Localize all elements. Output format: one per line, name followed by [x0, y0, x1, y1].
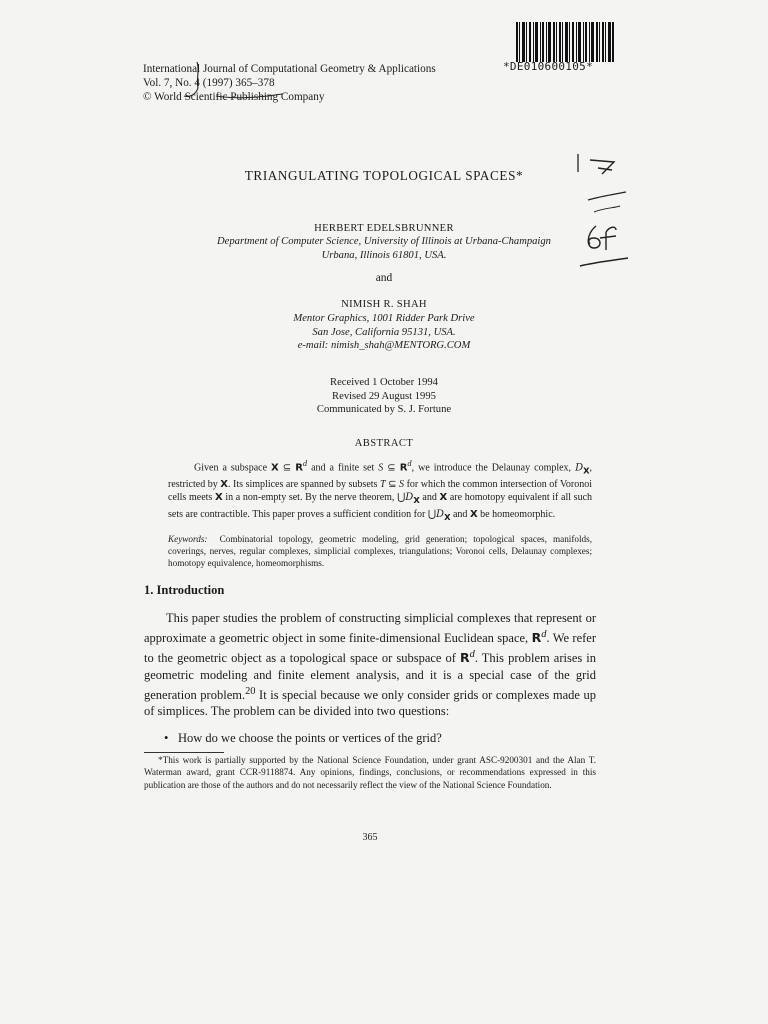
abstract-body: Given a subspace X ⊆ $R^d$ and a finite set S ⊆ $R^d$, we introduce the Delaunay complex, $D_X$, restricted by X. Its simplices are spanned by subsets T ⊆ S for which the common intersection of Voronoi cells meets X in a non-empty set. By the nerve theorem, $⋃D_X$ and X are homotopy equivalent if all such sets are contractible. This paper proves a sufficient condition for $⋃D_X$ and X be homeomorphic. [168, 459, 593, 522]
footnote-rule [144, 752, 224, 753]
intro-text: . We refer to the geometric object as a topological space or subspace of [144, 630, 597, 665]
barcode-id: *DE010600105* [503, 60, 593, 73]
journal-line-3: © World Scientific Publishing Company [143, 91, 325, 103]
affiliation-line: Mentor Graphics, 1001 Ridder Park Drive [293, 313, 475, 324]
affiliation-line: Department of Computer Science, University of Illinois at Urbana-Champaign [217, 236, 551, 247]
abstract-text: and [452, 508, 468, 520]
author-2-name: NIMISH R. SHAH [341, 299, 427, 310]
bullet-item [164, 731, 442, 746]
author-2-affiliation [0, 312, 768, 353]
journal-line-1: International Journal of Computational Geometry & Applications [143, 63, 436, 75]
intro-paragraph: This paper studies the problem of constructing simplicial complexes that represent or approximate a geometric object in some finite-dimensional Euclidean space, $R^d$. We refer to the geometric object as a topological space or subspace of $R^d$. This problem arises in geometric modeling and finite element analysis, and it is a special case of the grid generation problem.$^{20}$ It is special because we only consider grids or complexes made up of simplices. The problem can be divided into two questions: [144, 611, 597, 719]
author-1-name: HERBERT EDELSBRUNNER [314, 223, 454, 234]
abstract-text: and [422, 492, 437, 504]
footnote [144, 754, 596, 791]
author-1-affiliation [0, 235, 768, 262]
abstract-text: Given a subspace [194, 462, 268, 474]
bullet-marker: • [164, 731, 169, 745]
abstract-text: for which the common intersection of Voronoi cells meets [168, 478, 593, 504]
intro-text: This paper studies the problem of constructing simplicial complexes that represent or approximate a geometric object in some finite-dimensional Euclidean space, [144, 611, 596, 645]
abstract-text: in a non-empty set. By the nerve theorem, [225, 492, 395, 504]
communicated-by: Communicated by S. J. Fortune [316, 404, 452, 415]
footnote-text: *This work is partially supported by the National Science Foundation, under grant ASC-9200301 and the Alan T. Waterman award, grant CCR-9118874. Any opinions, findings, conclusions, or recommendations expressed in this publication are those of the authors and do not necessarily reflect the view of the National Science Foundation. [144, 755, 596, 790]
intro-text: . This problem arises in geometric modeling and finite element analysis, and it is a special case of the grid generation problem. [144, 650, 597, 702]
paper-title: TRIANGULATING TOPOLOGICAL SPACES* [244, 168, 524, 183]
abstract-text: , we introduce the Delaunay complex, [411, 462, 572, 474]
intro-text: It is special because we only consider grids or complexes made up of simplices. The problem can be divided into two questions: [144, 687, 596, 719]
section-heading: 1. Introduction [144, 583, 225, 597]
abstract-text: , restricted by [168, 462, 593, 490]
page-number: 365 [362, 832, 378, 843]
keywords-label: Keywords: [168, 534, 208, 544]
abstract-heading: ABSTRACT [354, 438, 414, 449]
and-text: and [375, 272, 393, 284]
barcode-image [516, 22, 614, 62]
journal-line-2: Vol. 7, No. 4 (1997) 365–378 [143, 77, 275, 89]
abstract-text: be homeomorphic. [480, 508, 556, 520]
pen-markings [130, 60, 290, 110]
bullet-text: How do we choose the points or vertices of the grid? [178, 731, 442, 745]
revised-date: Revised 29 August 1995 [332, 390, 436, 402]
keywords-block [168, 533, 592, 569]
abstract-text: are homotopy equivalent if all such sets are contractible. This paper proves a sufficient condition for [168, 492, 593, 520]
dates-block [0, 376, 768, 417]
affiliation-line: Urbana, Illinois 61801, USA. [321, 249, 447, 261]
abstract-text: and a finite set [311, 462, 375, 474]
affiliation-line: San Jose, California 95131, USA. [312, 326, 456, 338]
citation-ref: 20 [245, 685, 256, 697]
email-line: e-mail: nimish_shah@MENTORG.COM [297, 340, 471, 351]
received-date: Received 1 October 1994 [330, 377, 438, 388]
keywords-text: Combinatorial topology, geometric modeling, grid generation; topological spaces, manifolds, coverings, nerves, regular complexes, simplicial complexes, triangulations; Voronoi cells, Delaunay complexes; homotopy equivalence, homeomorphisms. [168, 534, 593, 568]
abstract-text: . Its simplices are spanned by subsets [228, 478, 378, 490]
